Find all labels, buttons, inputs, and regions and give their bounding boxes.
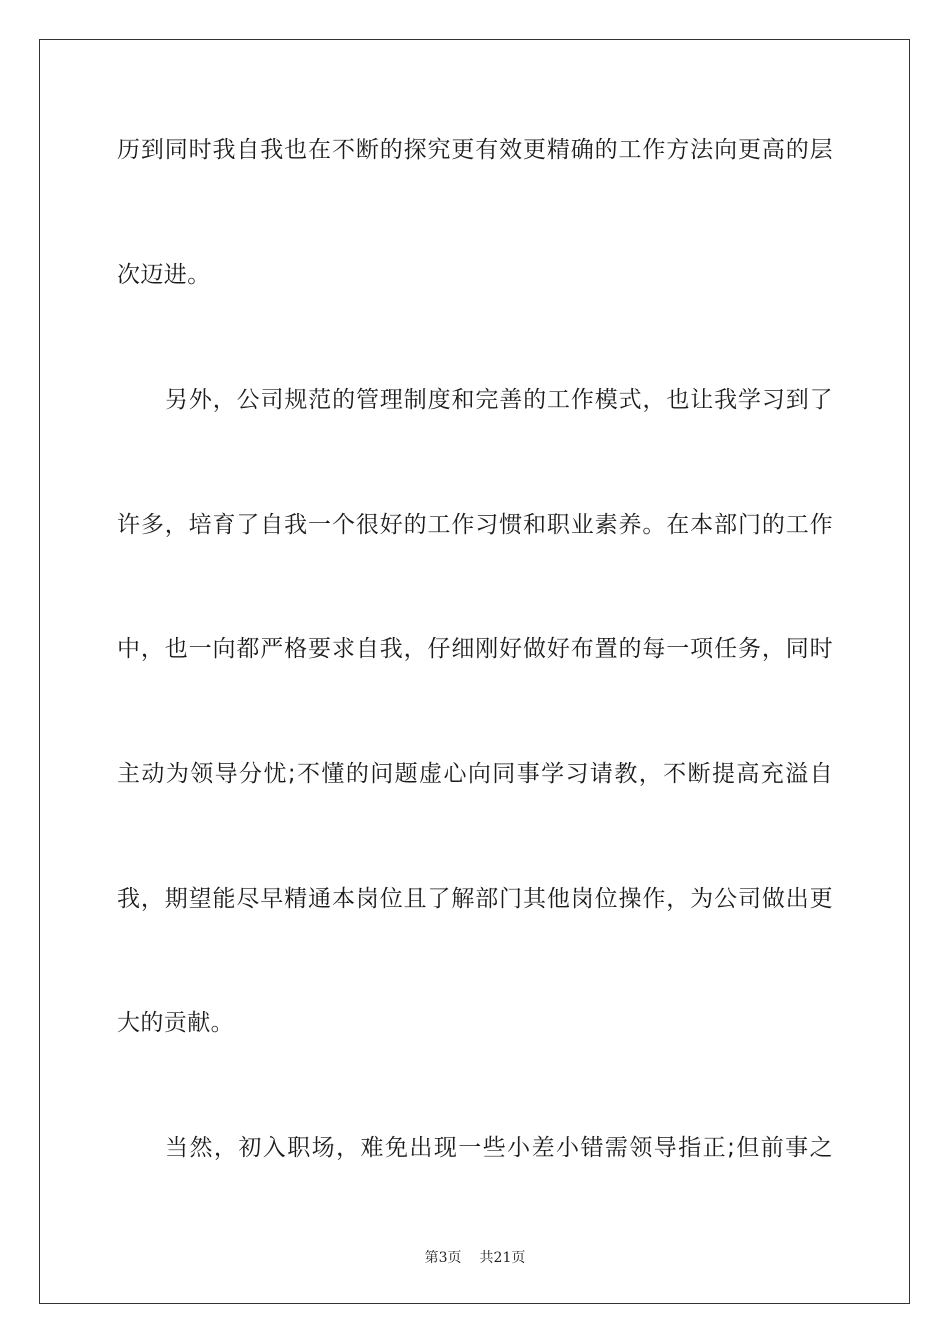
body-line-3: 另外，公司规范的管理制度和完善的工作模式，也让我学习到了 (165, 387, 833, 413)
body-line-5: 中，也一向都严格要求自我，仔细刚好做好布置的每一项任务，同时 (117, 636, 833, 662)
body-line-2: 次迈进。 (117, 262, 211, 288)
body-line-9: 当然，初入职场，难免出现一些小差小错需领导指正;但前事之 (165, 1135, 833, 1161)
page-number: 第3页 (424, 1250, 462, 1266)
body-line-6: 主动为领导分忧;不懂的问题虚心向同事学习请教，不断提高充溢自 (117, 761, 833, 787)
body-line-1: 历到同时我自我也在不断的探究更有效更精确的工作方法向更高的层 (117, 137, 833, 163)
body-line-8: 大的贡献。 (117, 1010, 234, 1036)
page-total: 共21页 (479, 1250, 526, 1266)
page-footer (0, 1249, 950, 1267)
body-line-7: 我，期望能尽早精通本岗位且了解部门其他岗位操作，为公司做出更 (117, 886, 833, 912)
page-border (39, 39, 910, 1304)
body-line-4: 许多，培育了自我一个很好的工作习惯和职业素养。在本部门的工作 (117, 512, 833, 538)
